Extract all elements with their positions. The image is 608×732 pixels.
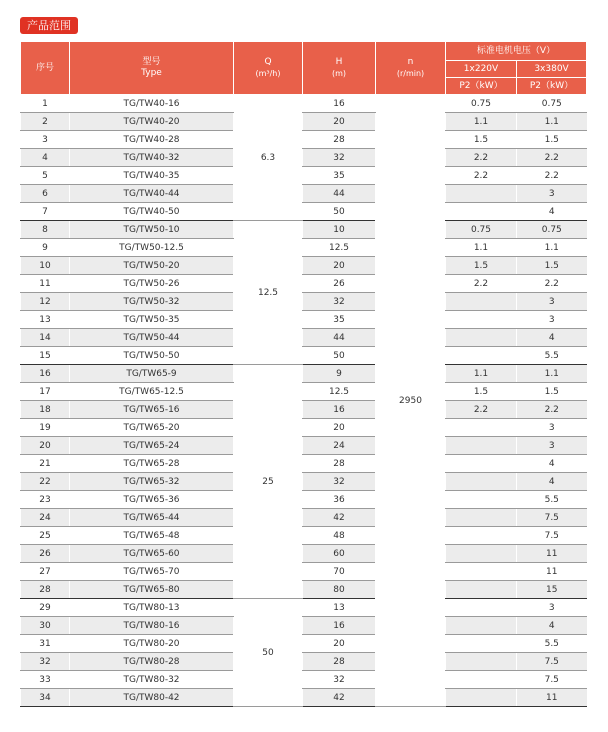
- table-row: [21, 689, 587, 707]
- cell-type: TG/TW65-20: [70, 419, 234, 437]
- cell-seq: 10: [21, 257, 70, 275]
- cell-seq: 9: [21, 239, 70, 257]
- header-power-single-phase: P2（kW）: [446, 78, 517, 95]
- cell-type: TG/TW50-50: [70, 347, 234, 365]
- table-row: [21, 311, 587, 329]
- cell-seq: 15: [21, 347, 70, 365]
- cell-flow: 12.5: [234, 221, 303, 365]
- cell-power-three-phase: 4: [517, 203, 587, 221]
- cell-flow: 50: [234, 599, 303, 707]
- cell-head: 50: [303, 347, 376, 365]
- table-row: [21, 473, 587, 491]
- cell-seq: 8: [21, 221, 70, 239]
- cell-power-three-phase: 4: [517, 473, 587, 491]
- table-row: [21, 329, 587, 347]
- cell-power-single-phase: [446, 185, 517, 203]
- table-header: [21, 42, 587, 95]
- cell-head: 26: [303, 275, 376, 293]
- cell-type: TG/TW50-35: [70, 311, 234, 329]
- table-row: [21, 293, 587, 311]
- cell-seq: 27: [21, 563, 70, 581]
- cell-head: 20: [303, 257, 376, 275]
- cell-power-three-phase: 4: [517, 455, 587, 473]
- cell-type: TG/TW65-32: [70, 473, 234, 491]
- cell-type: TG/TW65-48: [70, 527, 234, 545]
- cell-type: TG/TW40-35: [70, 167, 234, 185]
- cell-head: 28: [303, 653, 376, 671]
- cell-power-three-phase: 11: [517, 545, 587, 563]
- cell-type: TG/TW65-9: [70, 365, 234, 383]
- cell-power-single-phase: [446, 347, 517, 365]
- table-row: [21, 203, 587, 221]
- cell-power-three-phase: 1.5: [517, 257, 587, 275]
- cell-power-single-phase: [446, 509, 517, 527]
- cell-power-single-phase: [446, 671, 517, 689]
- cell-power-three-phase: 3: [517, 599, 587, 617]
- cell-head: 32: [303, 293, 376, 311]
- cell-power-single-phase: [446, 473, 517, 491]
- cell-power-three-phase: 2.2: [517, 149, 587, 167]
- cell-power-three-phase: 1.1: [517, 113, 587, 131]
- table-row: [21, 671, 587, 689]
- cell-power-single-phase: [446, 437, 517, 455]
- cell-power-single-phase: 2.2: [446, 401, 517, 419]
- header-voltage-single-phase: 1x220V: [446, 61, 517, 78]
- cell-type: TG/TW40-44: [70, 185, 234, 203]
- table-row: [21, 239, 587, 257]
- cell-head: 44: [303, 329, 376, 347]
- cell-head: 36: [303, 491, 376, 509]
- cell-head: 12.5: [303, 239, 376, 257]
- cell-head: 50: [303, 203, 376, 221]
- cell-type: TG/TW80-16: [70, 617, 234, 635]
- table-row: [21, 131, 587, 149]
- table-row: [21, 653, 587, 671]
- table-row: [21, 545, 587, 563]
- cell-type: TG/TW65-44: [70, 509, 234, 527]
- table-row: [21, 113, 587, 131]
- cell-head: 32: [303, 473, 376, 491]
- table-row: [21, 437, 587, 455]
- cell-power-single-phase: [446, 455, 517, 473]
- cell-power-three-phase: 1.1: [517, 239, 587, 257]
- cell-power-three-phase: 3: [517, 293, 587, 311]
- header-model: [70, 42, 234, 95]
- cell-type: TG/TW65-24: [70, 437, 234, 455]
- cell-type: TG/TW80-28: [70, 653, 234, 671]
- cell-type: TG/TW50-26: [70, 275, 234, 293]
- header-head-symbol: H: [335, 57, 343, 67]
- cell-power-three-phase: 7.5: [517, 527, 587, 545]
- table-row: [21, 365, 587, 383]
- cell-seq: 17: [21, 383, 70, 401]
- cell-head: 16: [303, 95, 376, 113]
- cell-seq: 25: [21, 527, 70, 545]
- cell-head: 10: [303, 221, 376, 239]
- cell-head: 20: [303, 419, 376, 437]
- cell-power-single-phase: 1.1: [446, 113, 517, 131]
- table-row: [21, 149, 587, 167]
- table-row: [21, 635, 587, 653]
- cell-type: TG/TW65-70: [70, 563, 234, 581]
- cell-seq: 34: [21, 689, 70, 707]
- cell-power-single-phase: 1.1: [446, 239, 517, 257]
- header-flow: [234, 42, 303, 95]
- cell-seq: 14: [21, 329, 70, 347]
- header-voltage-three-phase: 3x380V: [517, 61, 587, 78]
- header-voltage-group: 标准电机电压（V）: [446, 42, 587, 61]
- cell-head: 24: [303, 437, 376, 455]
- cell-power-three-phase: 2.2: [517, 401, 587, 419]
- cell-seq: 7: [21, 203, 70, 221]
- cell-type: TG/TW40-20: [70, 113, 234, 131]
- cell-power-three-phase: 4: [517, 617, 587, 635]
- cell-seq: 13: [21, 311, 70, 329]
- cell-type: TG/TW40-50: [70, 203, 234, 221]
- cell-power-single-phase: [446, 581, 517, 599]
- cell-power-single-phase: 1.1: [446, 365, 517, 383]
- cell-seq: 16: [21, 365, 70, 383]
- cell-power-three-phase: 5.5: [517, 635, 587, 653]
- header-speed-unit: (r/min): [396, 69, 425, 78]
- cell-type: TG/TW50-12.5: [70, 239, 234, 257]
- cell-head: 32: [303, 149, 376, 167]
- cell-head: 28: [303, 455, 376, 473]
- cell-seq: 11: [21, 275, 70, 293]
- cell-head: 44: [303, 185, 376, 203]
- cell-power-single-phase: 2.2: [446, 275, 517, 293]
- cell-power-three-phase: 5.5: [517, 347, 587, 365]
- cell-type: TG/TW65-80: [70, 581, 234, 599]
- cell-type: TG/TW65-28: [70, 455, 234, 473]
- table-row: [21, 527, 587, 545]
- cell-seq: 5: [21, 167, 70, 185]
- cell-power-single-phase: [446, 545, 517, 563]
- header-power-three-phase: P2（kW）: [517, 78, 587, 95]
- cell-type: TG/TW65-60: [70, 545, 234, 563]
- cell-type: TG/TW50-20: [70, 257, 234, 275]
- cell-power-single-phase: 1.5: [446, 131, 517, 149]
- cell-seq: 6: [21, 185, 70, 203]
- cell-seq: 29: [21, 599, 70, 617]
- cell-seq: 28: [21, 581, 70, 599]
- cell-power-three-phase: 1.5: [517, 383, 587, 401]
- cell-type: TG/TW80-13: [70, 599, 234, 617]
- cell-power-three-phase: 11: [517, 563, 587, 581]
- cell-power-single-phase: [446, 419, 517, 437]
- cell-power-three-phase: 1.5: [517, 131, 587, 149]
- header-head: [303, 42, 376, 95]
- header-seq: 序号: [21, 42, 70, 95]
- cell-head: 16: [303, 401, 376, 419]
- cell-head: 12.5: [303, 383, 376, 401]
- table-row: [21, 167, 587, 185]
- cell-power-single-phase: [446, 203, 517, 221]
- cell-seq: 19: [21, 419, 70, 437]
- table-row: [21, 491, 587, 509]
- cell-type: TG/TW80-20: [70, 635, 234, 653]
- cell-type: TG/TW40-16: [70, 95, 234, 113]
- cell-power-single-phase: [446, 329, 517, 347]
- cell-type: TG/TW65-12.5: [70, 383, 234, 401]
- cell-head: 80: [303, 581, 376, 599]
- table-row: [21, 419, 587, 437]
- cell-power-three-phase: 3: [517, 419, 587, 437]
- cell-power-single-phase: 2.2: [446, 149, 517, 167]
- section-title-badge: 产品范围: [20, 17, 78, 34]
- table-row: [21, 617, 587, 635]
- cell-head: 13: [303, 599, 376, 617]
- cell-power-three-phase: 4: [517, 329, 587, 347]
- cell-power-three-phase: 7.5: [517, 653, 587, 671]
- table-row: [21, 563, 587, 581]
- table-row: [21, 185, 587, 203]
- cell-power-single-phase: [446, 491, 517, 509]
- header-flow-symbol: Q: [264, 57, 272, 67]
- cell-head: 28: [303, 131, 376, 149]
- cell-head: 32: [303, 671, 376, 689]
- cell-seq: 32: [21, 653, 70, 671]
- cell-head: 35: [303, 311, 376, 329]
- cell-power-single-phase: 1.5: [446, 257, 517, 275]
- cell-power-three-phase: 3: [517, 437, 587, 455]
- cell-seq: 31: [21, 635, 70, 653]
- table-row: [21, 95, 587, 113]
- cell-power-single-phase: 1.5: [446, 383, 517, 401]
- cell-power-three-phase: 3: [517, 311, 587, 329]
- cell-head: 9: [303, 365, 376, 383]
- cell-head: 42: [303, 509, 376, 527]
- cell-power-single-phase: [446, 599, 517, 617]
- cell-head: 42: [303, 689, 376, 707]
- cell-type: TG/TW40-32: [70, 149, 234, 167]
- cell-power-single-phase: [446, 617, 517, 635]
- cell-power-single-phase: 2.2: [446, 167, 517, 185]
- cell-seq: 24: [21, 509, 70, 527]
- cell-seq: 12: [21, 293, 70, 311]
- cell-head: 60: [303, 545, 376, 563]
- cell-seq: 20: [21, 437, 70, 455]
- header-head-unit: (m): [331, 69, 347, 78]
- cell-type: TG/TW80-42: [70, 689, 234, 707]
- cell-head: 48: [303, 527, 376, 545]
- table-row: [21, 257, 587, 275]
- table-row: [21, 509, 587, 527]
- table-row: [21, 221, 587, 239]
- header-flow-unit: (m³/h): [255, 69, 281, 78]
- cell-type: TG/TW50-10: [70, 221, 234, 239]
- cell-flow: 6.3: [234, 95, 303, 221]
- cell-seq: 22: [21, 473, 70, 491]
- cell-power-three-phase: 0.75: [517, 221, 587, 239]
- cell-power-single-phase: [446, 689, 517, 707]
- cell-type: TG/TW80-32: [70, 671, 234, 689]
- cell-type: TG/TW65-36: [70, 491, 234, 509]
- cell-type: TG/TW65-16: [70, 401, 234, 419]
- cell-head: 16: [303, 617, 376, 635]
- cell-seq: 3: [21, 131, 70, 149]
- header-speed: [376, 42, 446, 95]
- cell-power-single-phase: [446, 293, 517, 311]
- cell-seq: 26: [21, 545, 70, 563]
- table-row: [21, 383, 587, 401]
- cell-seq: 2: [21, 113, 70, 131]
- cell-power-single-phase: 0.75: [446, 221, 517, 239]
- product-range-table: [20, 41, 587, 707]
- cell-speed: 2950: [376, 95, 446, 707]
- cell-head: 70: [303, 563, 376, 581]
- cell-seq: 30: [21, 617, 70, 635]
- cell-seq: 33: [21, 671, 70, 689]
- cell-power-three-phase: 1.1: [517, 365, 587, 383]
- cell-power-single-phase: [446, 311, 517, 329]
- cell-power-three-phase: 7.5: [517, 509, 587, 527]
- cell-power-three-phase: 2.2: [517, 275, 587, 293]
- cell-seq: 4: [21, 149, 70, 167]
- cell-seq: 21: [21, 455, 70, 473]
- cell-power-single-phase: [446, 527, 517, 545]
- table-row: [21, 455, 587, 473]
- cell-type: TG/TW40-28: [70, 131, 234, 149]
- cell-head: 20: [303, 635, 376, 653]
- cell-power-single-phase: [446, 635, 517, 653]
- cell-power-single-phase: [446, 563, 517, 581]
- cell-power-single-phase: [446, 653, 517, 671]
- table-row: [21, 347, 587, 365]
- cell-power-three-phase: 5.5: [517, 491, 587, 509]
- cell-power-three-phase: 0.75: [517, 95, 587, 113]
- table-row: [21, 275, 587, 293]
- cell-power-three-phase: 2.2: [517, 167, 587, 185]
- header-speed-symbol: n: [407, 57, 414, 67]
- table-row: [21, 401, 587, 419]
- cell-power-three-phase: 11: [517, 689, 587, 707]
- cell-head: 35: [303, 167, 376, 185]
- cell-head: 20: [303, 113, 376, 131]
- cell-seq: 18: [21, 401, 70, 419]
- cell-type: TG/TW50-32: [70, 293, 234, 311]
- cell-seq: 23: [21, 491, 70, 509]
- cell-power-three-phase: 3: [517, 185, 587, 203]
- cell-type: TG/TW50-44: [70, 329, 234, 347]
- table-row: [21, 599, 587, 617]
- table-row: [21, 581, 587, 599]
- header-model-en: Type: [141, 68, 162, 78]
- header-model-cn: 型号: [142, 57, 161, 67]
- cell-seq: 1: [21, 95, 70, 113]
- cell-power-single-phase: 0.75: [446, 95, 517, 113]
- cell-flow: 25: [234, 365, 303, 599]
- table-body: [21, 95, 587, 707]
- cell-power-three-phase: 15: [517, 581, 587, 599]
- cell-power-three-phase: 7.5: [517, 671, 587, 689]
